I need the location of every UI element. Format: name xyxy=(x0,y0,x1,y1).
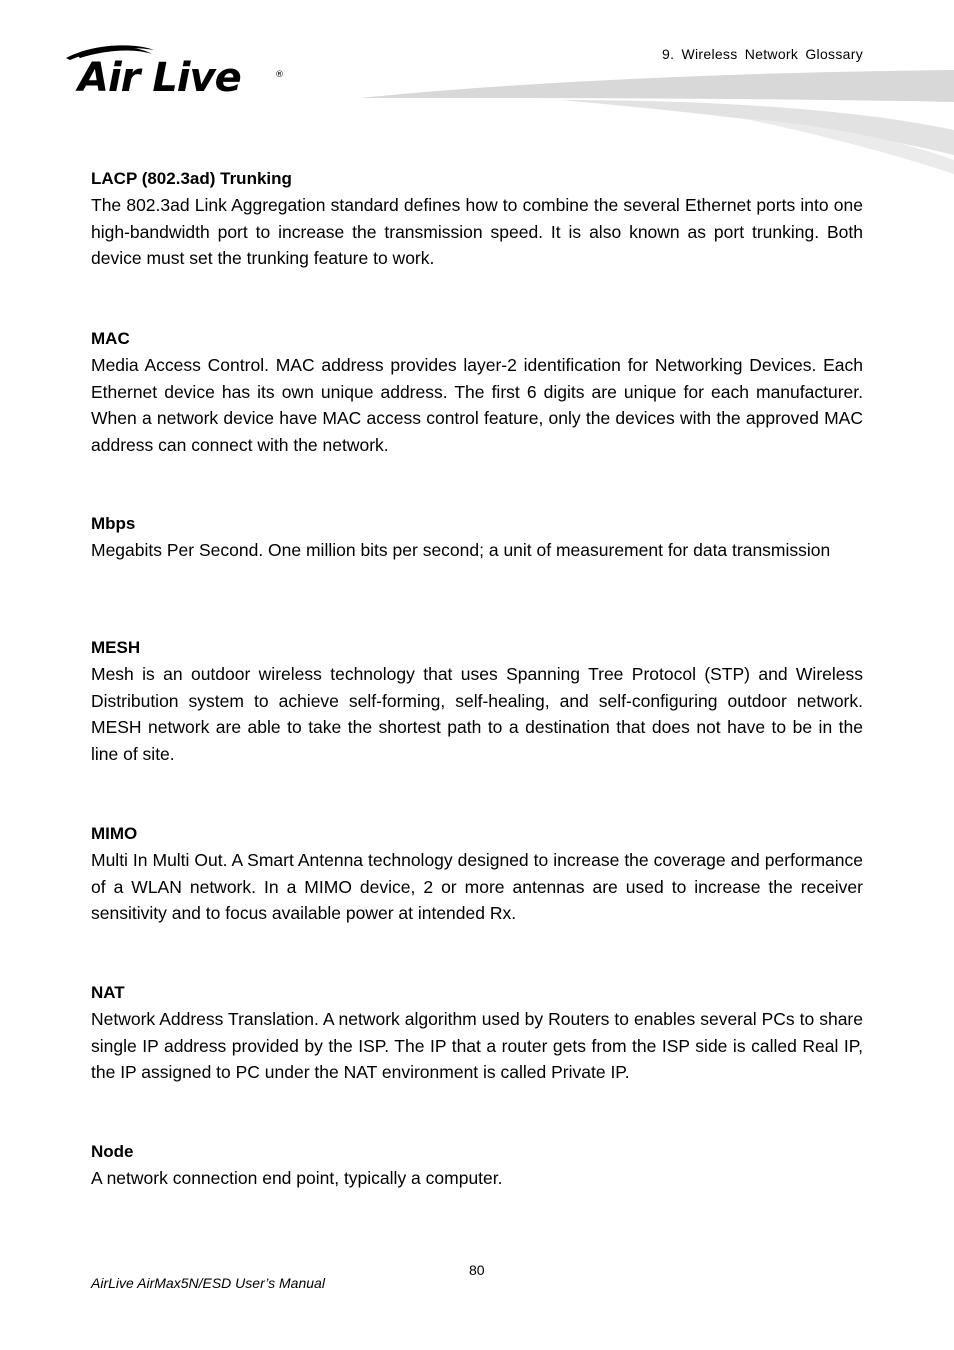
glossary-definition: Media Access Control. MAC address provides layer-2 identification for Networking Devices. Each Ethernet device has its own unique address. The first 6 digits are unique for each manufacturer. When a network device have MAC access control feature, only the devices with the approved MAC address can connect with the network. xyxy=(91,355,863,455)
glossary-term: LACP (802.3ad) Trunking xyxy=(91,169,292,188)
registered-mark-icon: ® xyxy=(275,70,284,80)
glossary-entry-lacp xyxy=(91,166,863,326)
glossary-entry-node xyxy=(91,1139,863,1192)
glossary-entry-mbps xyxy=(91,511,863,635)
glossary-term: Node xyxy=(91,1142,134,1161)
glossary-definition: Multi In Multi Out. A Smart Antenna technology designed to increase the coverage and performance of a WLAN network. In a MIMO device, 2 or more antennas are used to increase the receiver sensitivity and to focus available power at intended Rx. xyxy=(91,850,863,924)
glossary-entry-mesh xyxy=(91,635,863,821)
glossary-entry-mimo xyxy=(91,821,863,980)
glossary-definition: A network connection end point, typically a computer. xyxy=(91,1168,503,1188)
glossary-term: Mbps xyxy=(91,514,136,533)
glossary-content xyxy=(91,166,863,1192)
chapter-title: 9. Wireless Network Glossary xyxy=(662,46,863,62)
glossary-definition: Mesh is an outdoor wireless technology that uses Spanning Tree Protocol (STP) and Wireless Distribution system to achieve self-forming, self-healing, and self-configuring outdoor network. MESH network are able to take the shortest path to a destination that does not have to be in the line of site. xyxy=(91,664,863,764)
airlive-logo: Air Live xyxy=(78,55,241,101)
glossary-term: MAC xyxy=(91,329,130,348)
glossary-term: MIMO xyxy=(91,824,138,843)
glossary-definition: Megabits Per Second. One million bits per second; a unit of measurement for data transmission xyxy=(91,540,831,560)
page-number: 80 xyxy=(469,1262,485,1278)
glossary-entry-mac xyxy=(91,326,863,511)
footer-manual-title: AirLive AirMax5N/ESD User’s Manual xyxy=(91,1275,325,1291)
glossary-entry-nat xyxy=(91,980,863,1139)
glossary-term: MESH xyxy=(91,638,141,657)
glossary-definition: Network Address Translation. A network algorithm used by Routers to enables several PCs to share single IP address provided by the ISP. The IP that a router gets from the ISP side is called Real IP, the IP assigned to PC under the NAT environment is called Private IP. xyxy=(91,1009,863,1083)
glossary-definition: The 802.3ad Link Aggregation standard defines how to combine the several Ethernet ports into one high-bandwidth port to increase the transmission speed. It is also known as port trunking. Both device must set the trunking feature to work. xyxy=(91,195,863,269)
glossary-term: NAT xyxy=(91,983,125,1002)
